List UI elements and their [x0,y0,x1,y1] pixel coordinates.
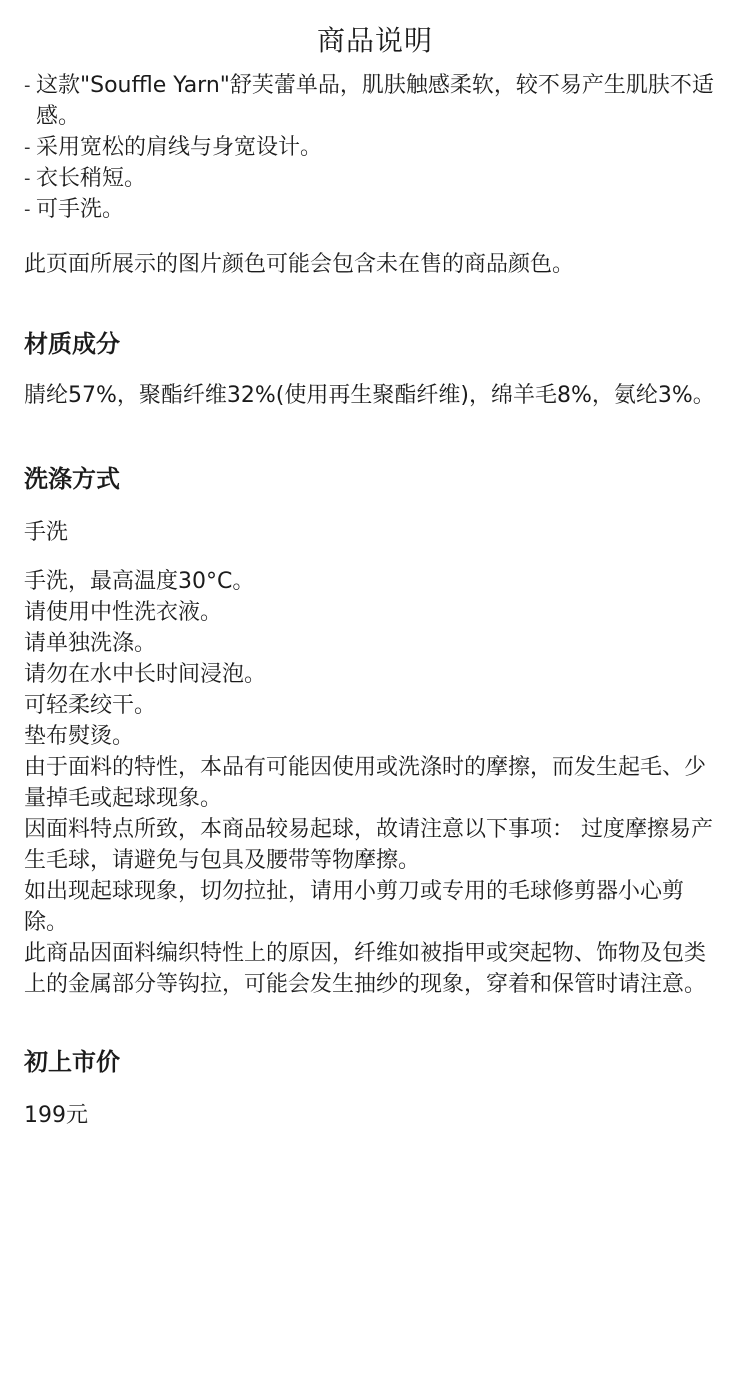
material-text: 腈纶57%，聚酯纤维32%(使用再生聚酯纤维)，绵羊毛8%，氨纶3%。 [24,383,715,408]
wash-method: 手洗 [24,520,69,545]
wash-instruction: 请使用中性洗衣液。 [24,600,223,625]
wash-instruction: 请勿在水中长时间浸泡。 [24,662,267,687]
color-note: 此页面所展示的图片颜色可能会包含未在售的商品颜色。 [24,252,575,277]
price-heading: 初上市价 [24,1048,120,1076]
page-title: 商品说明 [316,24,433,57]
dash-bullet: - [24,75,31,96]
dash-bullet: - [24,137,31,158]
dash-bullet: - [24,199,31,220]
wash-instruction: 因面料特点所致，本商品较易起球，故请注意以下事项： 过度摩擦易产生毛球，请避免与包具及腰带等物摩擦。 [24,817,713,873]
feature-text: 采用宽松的肩线与身宽设计。 [36,135,323,160]
feature-item [24,163,726,194]
feature-text: 衣长稍短。 [36,166,147,191]
wash-instruction: 垫布熨烫。 [24,724,135,749]
feature-list [24,70,726,225]
wash-instruction: 此商品因面料编织特性上的原因，纤维如被指甲或突起物、饰物及包类上的金属部分等钩拉，可能会发生抽纱的现象，穿着和保管时请注意。 [24,941,707,997]
wash-instruction: 手洗，最高温度30°C。 [24,569,255,594]
feature-text: 可手洗。 [36,197,125,222]
wash-instruction: 请单独洗涤。 [24,631,157,656]
feature-item [24,70,726,132]
price-value: 199元 [24,1103,88,1128]
wash-instruction: 由于面料的特性，本品有可能因使用或洗涤时的摩擦，而发生起毛、少量掉毛或起球现象。 [24,755,707,811]
wash-instructions [24,566,726,1000]
material-heading: 材质成分 [24,330,120,358]
wash-heading: 洗涤方式 [24,465,120,493]
wash-instruction: 可轻柔绞干。 [24,693,157,718]
wash-instruction: 如出现起球现象，切勿拉扯，请用小剪刀或专用的毛球修剪器小心剪除。 [24,879,685,935]
feature-text: 这款"Souffle Yarn"舒芙蕾单品，肌肤触感柔软，较不易产生肌肤不适感。 [36,73,714,129]
feature-item [24,194,726,225]
dash-bullet: - [24,168,31,189]
feature-item [24,132,726,163]
